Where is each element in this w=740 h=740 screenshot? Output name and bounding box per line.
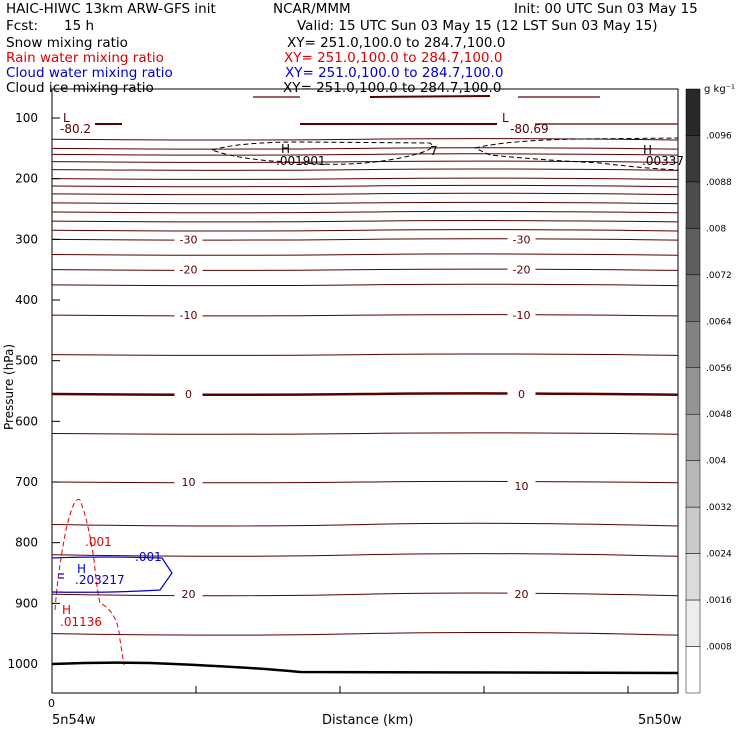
extremum-value: .00337 (642, 154, 684, 168)
extremum-symbol: H (62, 603, 72, 617)
isotherm-line (52, 269, 678, 270)
isotherm-line (52, 221, 678, 222)
isotherm-line (52, 433, 678, 434)
extremum-value: -80.69 (510, 122, 549, 136)
isotherm-line (52, 593, 678, 596)
colorbar-segment (686, 600, 700, 646)
x-end-label: 5n50w (638, 713, 682, 728)
isotherm-line (52, 211, 678, 212)
y-tick-label: 600 (15, 414, 38, 429)
isotherm-line (52, 481, 678, 482)
colorbar-tick-label: .0032 (706, 503, 732, 514)
extremum-symbol: H (281, 142, 291, 156)
colorbar-segment (686, 89, 700, 135)
isotherm-line (52, 169, 678, 170)
y-tick-label: 500 (15, 353, 38, 368)
y-axis-label: Pressure (hPa) (2, 343, 17, 431)
colorbar-tick-label: .004 (706, 456, 727, 467)
y-tick-label: 800 (15, 535, 38, 550)
field-rain-xy: XY= 251.0,100.0 to 284.7,100.0 (284, 50, 503, 66)
colorbar-segment (686, 414, 700, 460)
field-cloudwater-name: Cloud water mixing ratio (6, 65, 173, 81)
colorbar-segment (686, 461, 700, 507)
contour-label: .001 (85, 535, 112, 549)
x-start-label: 5n54w (52, 713, 96, 728)
y-tick-label: 700 (15, 475, 38, 489)
isotherm-label: 10 (181, 476, 196, 489)
colorbar-tick-label: .0064 (706, 317, 732, 328)
field-rain-name: Rain water mixing ratio (6, 50, 164, 66)
isotherm-label: -10 (179, 309, 198, 323)
isotherm-line (52, 193, 678, 194)
colorbar-segment (686, 368, 700, 414)
surface-line (52, 663, 678, 673)
colorbar-segment (686, 182, 700, 228)
colorbar-tick-label: .0056 (706, 363, 732, 374)
x-axis-label: Distance (km) (322, 713, 414, 728)
y-tick-label: 100 (15, 111, 38, 125)
header-valid: Valid: 15 UTC Sun 03 May 15 (12 LST Sun 03 May 15) (297, 18, 658, 34)
contour-label: .001 (135, 550, 162, 564)
isotherm-line (52, 178, 678, 179)
y-tick-label: 200 (15, 171, 38, 186)
colorbar-tick-label: .0016 (706, 596, 732, 607)
colorbar-unit: g kg⁻¹ (704, 84, 735, 95)
field-cloudwater-xy: XY= 251.0,100.0 to 284.7,100.0 (285, 65, 504, 81)
isotherm-line (52, 202, 678, 203)
colorbar-segment (686, 135, 700, 181)
header-center: NCAR/MMM (273, 1, 351, 17)
field-cloudice-xy: XY= 251.0,100.0 to 284.7,100.0 (283, 80, 502, 96)
y-tick-label: 400 (15, 293, 38, 307)
isotherm-label: 20 (181, 588, 196, 602)
isotherm-label: 0 (518, 388, 525, 402)
colorbar-segment (686, 647, 700, 693)
y-tick-label: 300 (15, 232, 38, 247)
isotherm-label: -10 (512, 309, 531, 323)
header-init: Init: 00 UTC Sun 03 May 15 (514, 1, 698, 17)
isotherm-line (52, 139, 678, 140)
upper-fragments (95, 96, 678, 124)
isotherm-line (52, 148, 678, 149)
x-zero-tick: 0 (48, 697, 55, 710)
upper-fragment (370, 96, 490, 97)
isotherm-line (52, 632, 678, 635)
colorbar-tick-label: .0072 (706, 270, 732, 281)
field-snow-xy: XY= 251.0,100.0 to 284.7,100.0 (287, 35, 506, 51)
isotherm-line (52, 154, 678, 155)
header-fcst-value: 15 h (64, 18, 95, 34)
y-tick-label: 1000 (7, 657, 38, 671)
isotherm-label: -20 (512, 263, 531, 277)
y-tick-label: 900 (15, 596, 38, 611)
extremum-symbol: H (643, 143, 653, 157)
extremum-value: .001901 (276, 154, 326, 168)
isotherm-label: 10 (514, 480, 529, 494)
extremum-symbol: L (502, 111, 509, 125)
colorbar-segment (686, 507, 700, 553)
contour-label: 7 (430, 144, 438, 158)
isotherm-label: 0 (185, 388, 192, 402)
extremum-value: .01136 (60, 615, 102, 629)
colorbar (686, 89, 732, 693)
isotherm-line (52, 354, 678, 355)
colorbar-segment (686, 554, 700, 600)
field-cloudice-name: Cloud ice mixing ratio (6, 80, 154, 96)
colorbar-segment (686, 228, 700, 274)
isotherm-label: -20 (179, 263, 198, 277)
isotherm-line (52, 239, 678, 240)
isotherm-line (52, 230, 678, 231)
colorbar-tick-label: .008 (706, 224, 727, 235)
isotherm-label: 20 (514, 588, 529, 602)
colorbar-tick-label: .0096 (706, 131, 732, 142)
extremum-value: .203217 (75, 573, 125, 587)
x-axis-ticks (52, 686, 628, 693)
extremum-symbol: H (77, 562, 87, 576)
colorbar-tick-label: .0008 (706, 642, 732, 653)
isotherm-label: -30 (512, 233, 531, 247)
header-fcst-label: Fcst: (6, 18, 39, 34)
colorbar-segment (686, 275, 700, 321)
colorbar-segment (686, 321, 700, 367)
colorbar-tick-label: .0024 (706, 549, 732, 560)
isotherm-line (52, 523, 678, 526)
header-title: HAIC-HIWC 13km ARW-GFS init (6, 1, 216, 17)
isotherm-line (52, 284, 678, 285)
isotherm-line (52, 315, 678, 316)
isotherm-line (52, 393, 678, 394)
field-snow-name: Snow mixing ratio (6, 35, 128, 51)
extremum-symbol: L (63, 111, 70, 125)
isotherm-line (52, 185, 678, 186)
extremum-value: -80.2 (60, 122, 92, 136)
colorbar-tick-label: .0088 (706, 177, 732, 188)
isotherm-label: -30 (179, 233, 198, 247)
isotherm-line (52, 254, 678, 255)
colorbar-tick-label: .0048 (706, 410, 732, 421)
